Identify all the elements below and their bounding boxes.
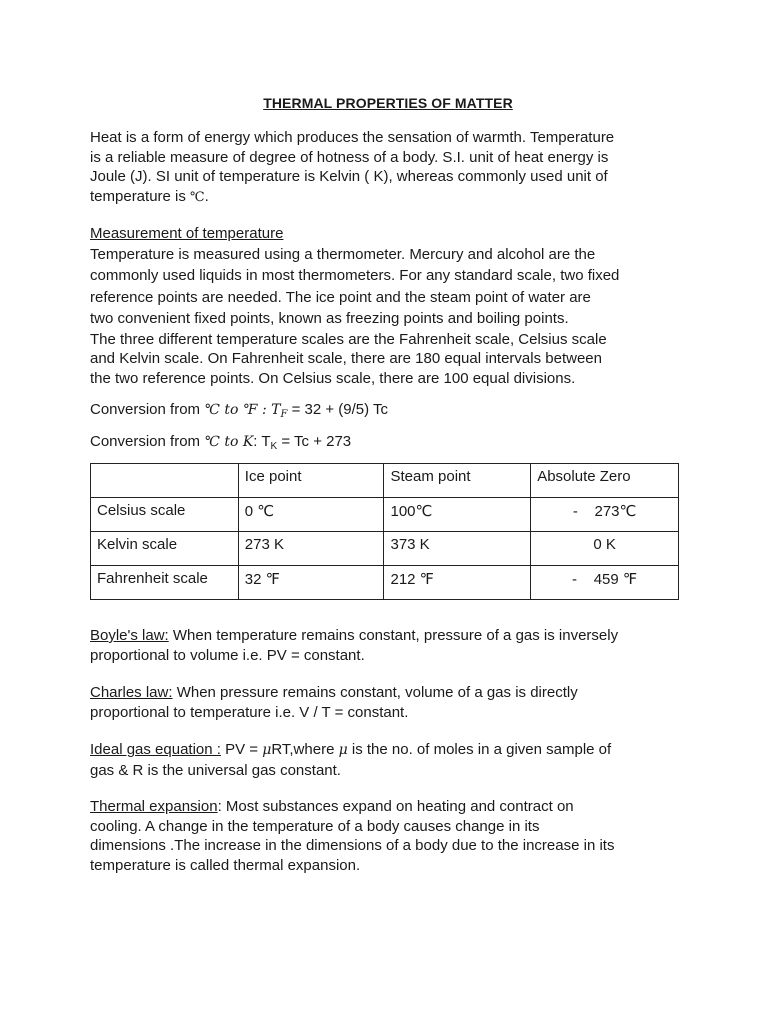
cell-text: 32 ℉ [244,571,280,588]
cell-text: Steam point [390,468,471,485]
table-cell [531,532,679,566]
table-cell [238,532,384,566]
cell-text: 0 K [593,536,616,553]
cell-text: Absolute Zero [537,468,631,485]
measurement-body-2 [90,330,690,389]
table-header-row [91,464,679,498]
intro-paragraph [90,128,690,207]
intro-line: Joule (J). SI unit of temperature is Kelvin ( K), whereas commonly used unit of [90,168,608,185]
page-title: THERMAL PROPERTIES OF MATTER [263,95,513,111]
measurement-line: Temperature is measured using a thermometer. Mercury and alcohol are the [90,245,596,263]
cell-text: 373 K [390,536,430,553]
measurement-section [90,224,690,388]
measurement-body [90,244,690,330]
measurement-line: the two reference points. On Celsius scale, there are 100 equal divisions. [90,369,576,387]
charles-law-paragraph [90,683,690,722]
table-cell [238,498,384,532]
thermal-expansion-paragraph [90,797,690,875]
conversion-text: = Tc + 273 [277,433,352,450]
thermal-line [90,797,690,817]
charles-line [90,683,690,703]
table-row [91,566,679,600]
temperature-scales-table [90,463,679,600]
ideal-line [90,740,690,761]
intro-text: . [204,187,209,205]
table-cell [384,498,531,532]
ideal-text: RT,where [271,741,339,758]
conversion-text: Conversion from [90,401,205,418]
table-cell [531,566,679,600]
boyles-law-paragraph [90,626,690,665]
measurement-line: The three different temperature scales are the Fahrenheit scale, Celsius scale [90,330,607,348]
conversion-math: ℃ to K [204,434,254,450]
conversion-text: : T [253,433,271,450]
boyle-text: When temperature remains constant, pressure of a gas is inversely [168,627,619,644]
table-cell [91,498,239,532]
boyle-line [90,626,690,646]
mu-symbol: μ [262,742,272,758]
measurement-line: two convenient fixed points, known as freezing points and boiling points. [90,310,569,327]
celsius-unit: ℃ [190,189,205,205]
table-header-cell [384,464,531,498]
measurement-line: commonly used liquids in most thermometers. For any standard scale, two fixed [90,267,620,284]
cell-text [97,464,238,468]
table-row [91,498,679,532]
table-row [91,532,679,566]
ideal-line: gas & R is the universal gas constant. [90,761,341,779]
ideal-text: PV = [220,741,263,758]
ideal-gas-label: Ideal gas equation : [90,741,221,758]
thermal-text: : Most substances expand on heating and contract on [217,798,574,815]
cell-text: 273 K [244,536,284,553]
intro-line: is a reliable measure of degree of hotness of a body. S.I. unit of heat energy is [90,148,609,166]
table-cell [91,532,239,566]
table-header-cell [91,464,239,498]
conversion-text: = 32 + (9/5) Tc [287,401,389,418]
cell-text: Celsius scale [97,502,186,519]
table-header-cell [531,464,679,498]
thermal-line: temperature is called thermal expansion. [90,856,361,874]
charles-line: proportional to temperature i.e. V / T = constant. [90,703,409,721]
mu-symbol: μ [338,742,348,758]
table-cell [531,498,679,532]
subscript: F [280,409,288,420]
table-cell [91,566,239,600]
ideal-gas-paragraph [90,740,690,780]
cell-text: Kelvin scale [97,536,178,553]
cell-text: 100℃ [390,503,433,520]
cell-text: Fahrenheit scale [97,570,208,587]
conversion-formula-1 [90,400,690,425]
table-cell [238,566,384,600]
conversion-formula-2 [90,432,690,457]
intro-line [90,187,690,208]
conversion-math: ℃ to ℉ : T [204,402,281,418]
thermal-line: cooling. A change in the temperature of a body causes change in its [90,817,540,835]
boyles-law-label: Boyle's law: [90,627,169,644]
cell-text: 0 ℃ [244,503,275,520]
cell-text: 212 ℉ [390,571,434,588]
thermal-expansion-label: Thermal expansion [90,798,218,815]
cell-text: Ice point [244,468,302,485]
intro-text: temperature is [90,187,191,205]
measurement-line: and Kelvin scale. On Fahrenheit scale, there are 180 equal intervals between [90,350,602,367]
measurement-line: reference points are needed. The ice point and the steam point of water are [90,288,591,306]
intro-line: Heat is a form of energy which produces the sensation of warmth. Temperature [90,129,615,146]
cell-text: - 273℃ [572,503,637,520]
table-header-cell [238,464,384,498]
measurement-heading: Measurement of temperature [90,225,284,242]
cell-text: - 459 ℉ [572,571,638,588]
charles-law-label: Charles law: [90,684,173,701]
conversion-text: Conversion from [90,433,205,450]
thermal-line: dimensions .The increase in the dimensions of a body due to the increase in its [90,837,615,854]
table-cell [384,566,531,600]
subscript: K [270,441,278,452]
boyle-line: proportional to volume i.e. PV = constant. [90,646,365,664]
ideal-text: is the no. of moles in a given sample of [347,741,612,758]
table-cell [384,532,531,566]
charles-text: When pressure remains constant, volume of a gas is directly [172,684,578,701]
